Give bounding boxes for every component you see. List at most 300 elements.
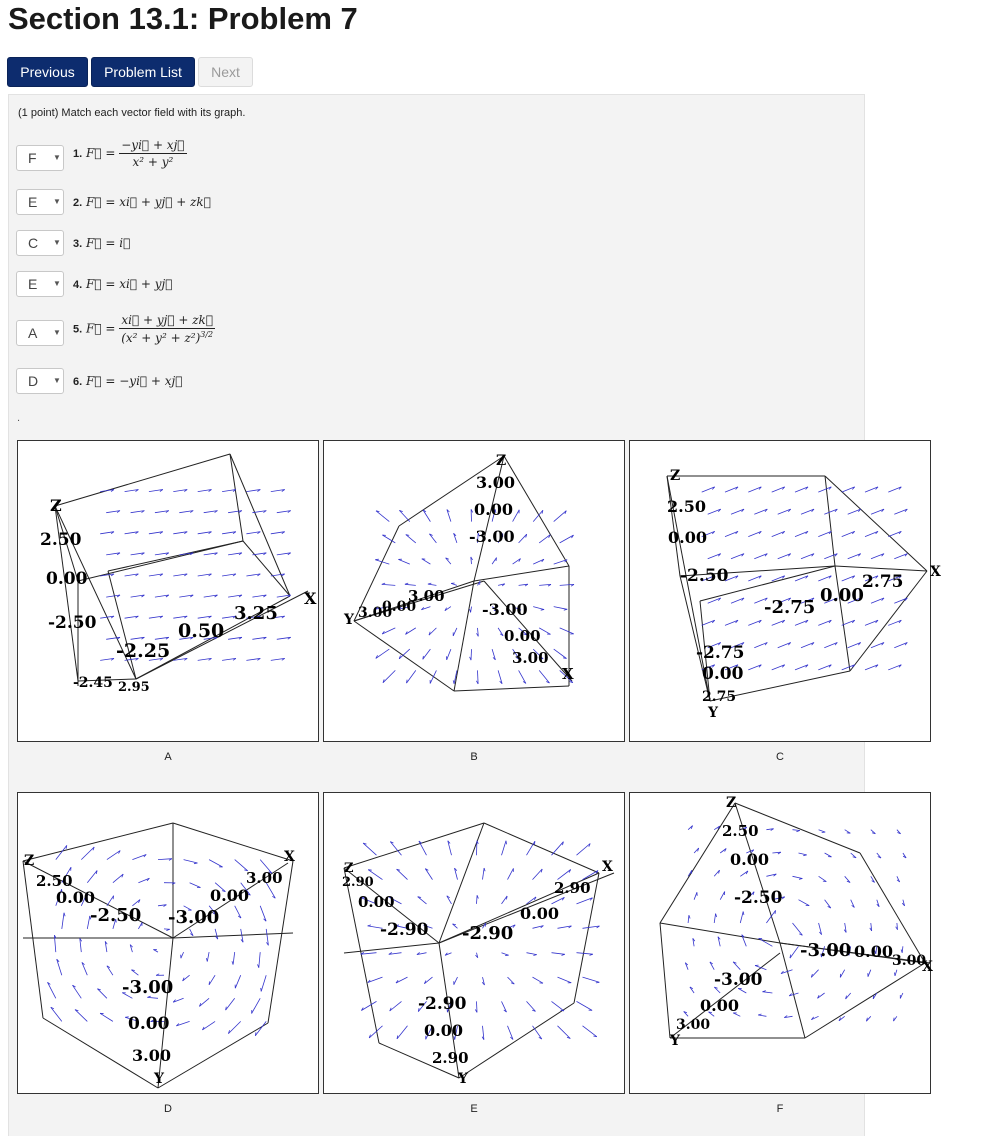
field-arrow: [688, 915, 689, 923]
field-arrow-head: [428, 583, 431, 584]
field-arrow: [790, 946, 799, 958]
field-arrow: [382, 584, 396, 585]
field-arrow: [577, 844, 591, 856]
graph-d: [17, 792, 319, 1094]
field-arrow: [508, 868, 514, 879]
axis-label: 2.50: [722, 822, 759, 840]
axis-label: Y: [154, 1071, 164, 1087]
graph-caption-c: C: [776, 751, 784, 763]
field-arrow: [430, 670, 436, 683]
axis-label: -2.75: [764, 597, 816, 618]
field-arrow-head: [64, 913, 65, 916]
field-arrow: [48, 982, 56, 998]
field-arrow: [577, 953, 593, 955]
field-arrow: [199, 998, 209, 1006]
axis-label: 0.00: [56, 888, 95, 907]
axis-label: 0.00: [668, 528, 707, 547]
page-title: Section 13.1: Problem 7: [8, 1, 358, 36]
field-arrow: [799, 900, 810, 906]
field-arrow: [552, 842, 564, 856]
field-arrow-head: [541, 610, 544, 611]
field-arrow: [763, 992, 773, 993]
field-arrow-head: [368, 925, 371, 926]
field-arrow: [895, 970, 897, 976]
box-edge: [354, 621, 454, 691]
axis-label: -2.90: [462, 923, 514, 944]
axis-label: Y: [344, 612, 354, 628]
field-arrow: [819, 876, 827, 881]
chevron-down-icon: ▼: [53, 238, 61, 247]
axis-label: -3.00: [482, 600, 528, 619]
field-arrow: [255, 1021, 266, 1035]
graph-b-canvas: [324, 441, 624, 741]
axis-label: 2.50: [667, 497, 706, 516]
field-arrow: [478, 670, 479, 684]
box-edge: [173, 823, 293, 861]
field-arrow-head: [405, 583, 408, 584]
field-arrow: [407, 670, 416, 683]
axis-label: Z: [50, 496, 62, 515]
field-arrow: [471, 649, 472, 660]
axis-label: -2.90: [380, 920, 429, 940]
field-arrow: [533, 607, 544, 610]
field-arrow-head: [533, 955, 536, 956]
field-arrow: [554, 649, 567, 658]
field-arrow: [694, 892, 697, 899]
field-arrow: [113, 874, 123, 883]
axis-label: 0.00: [520, 904, 559, 923]
field-arrow: [97, 989, 107, 999]
axis-label: Z: [24, 853, 35, 869]
box-edge: [805, 963, 925, 1038]
answer-select-value: E: [28, 194, 38, 210]
axis-label: 2.90: [432, 1049, 469, 1067]
field-arrow: [519, 534, 527, 543]
axis-label: 0.00: [424, 1021, 463, 1040]
field-arrow-head: [261, 988, 262, 992]
axis-label: 3.00: [676, 1017, 711, 1033]
axis-label: 2.50: [40, 530, 82, 550]
field-arrow: [202, 1021, 215, 1030]
axis-label: X: [922, 959, 933, 975]
field-arrow: [539, 670, 549, 683]
field-arrow: [447, 649, 451, 660]
field-arrow-head: [796, 831, 799, 832]
graph-a: [17, 440, 319, 742]
graph-caption-a: A: [164, 751, 172, 763]
field-arrow: [560, 628, 574, 634]
axis-label: 3.00: [892, 953, 927, 969]
field-arrow: [209, 975, 215, 985]
box-edge: [158, 1023, 268, 1088]
field-arrow-head: [689, 915, 690, 918]
vector-field-2: 2. F⃗ = xi⃗ + yj⃗ + zk⃗: [73, 195, 211, 209]
field-arrow: [100, 1013, 113, 1021]
box-edge: [660, 803, 735, 923]
field-arrow: [62, 913, 64, 929]
vector-field-1: 1. F⃗ = $\frac{-yi⃗ + xj⃗}{\text{x² + y²}}$: [73, 138, 185, 169]
field-arrow: [502, 841, 507, 855]
field-arrow-head: [506, 841, 507, 845]
axis-label: Z: [344, 861, 354, 876]
box-edge: [454, 686, 569, 691]
field-arrow: [361, 1001, 376, 1010]
axis-label: Y: [708, 705, 718, 721]
field-arrow: [376, 511, 389, 522]
field-arrow: [209, 860, 223, 867]
field-arrow: [554, 607, 568, 610]
field-arrow-head: [590, 954, 593, 955]
axis-label: -3.00: [469, 527, 515, 546]
field-arrow: [252, 998, 261, 1013]
axis-label: 2.90: [342, 875, 374, 890]
field-arrow: [477, 895, 478, 904]
axis-label: 0.00: [504, 627, 541, 645]
answer-select-value: F: [28, 150, 37, 166]
axis-label: 0.00: [382, 599, 417, 615]
field-arrow: [390, 842, 401, 856]
axis-label: 0.00: [46, 569, 88, 589]
field-arrow-head: [823, 881, 826, 882]
field-arrow: [502, 953, 509, 956]
box-edge: [454, 581, 474, 691]
field-arrow: [533, 1026, 542, 1039]
axis-label: 2.50: [36, 872, 73, 890]
field-arrow-head: [596, 982, 599, 983]
field-arrow-head: [194, 863, 198, 864]
field-arrow: [539, 535, 550, 543]
box-edge: [158, 938, 173, 1088]
axis-label: -2.50: [680, 566, 729, 586]
field-arrow: [429, 534, 436, 543]
field-arrow: [398, 559, 409, 564]
box-edge: [835, 566, 927, 571]
field-arrow: [418, 897, 427, 904]
field-arrow: [819, 830, 826, 832]
answer-select-4[interactable]: [16, 271, 64, 297]
axis-label: X: [602, 859, 613, 875]
field-arrow: [107, 851, 120, 860]
field-arrow: [519, 670, 526, 683]
axis-label: -3.00: [168, 907, 220, 928]
field-arrow: [868, 970, 871, 977]
field-arrow-head: [803, 855, 806, 856]
field-arrow: [793, 830, 800, 831]
axis-label: 2.75: [862, 572, 904, 592]
axis-label: X: [284, 849, 295, 865]
field-arrow: [552, 953, 565, 955]
box-edge: [108, 541, 243, 571]
axis-label: 3.00: [358, 605, 393, 621]
axis-label: 2.95: [118, 680, 150, 695]
field-arrow: [235, 975, 240, 988]
field-arrow: [552, 897, 565, 904]
graph-c-canvas: [630, 441, 941, 741]
axis-label: 3.00: [408, 587, 445, 605]
graph-d-canvas: [18, 793, 318, 1093]
field-arrow-head: [799, 879, 802, 880]
axis-label: -2.50: [734, 888, 783, 908]
box-edge: [660, 923, 670, 1038]
field-arrow-head: [716, 914, 717, 917]
problem-list-button[interactable]: Problem List: [91, 57, 195, 87]
chevron-down-icon: ▼: [53, 153, 61, 162]
answer-select-6[interactable]: [16, 368, 64, 394]
item-number: 3.: [73, 238, 83, 250]
graph-caption-f: F: [776, 1103, 784, 1115]
field-arrow-head: [232, 961, 233, 964]
field-arrow: [793, 876, 803, 878]
field-arrow: [425, 869, 432, 880]
axis-label: -2.90: [418, 994, 467, 1014]
field-arrow: [87, 871, 97, 883]
field-arrow: [714, 914, 715, 923]
field-arrow: [539, 628, 550, 634]
answer-select-value: E: [28, 276, 38, 292]
problem-prompt: (1 point) Match each vector field with its graph.: [18, 107, 246, 119]
axis-label: -2.75: [696, 643, 745, 663]
field-arrow: [759, 938, 773, 946]
box-edge: [55, 454, 230, 506]
field-arrow: [207, 952, 209, 961]
vector-field-6: 6. F⃗ = −yi⃗ + xj⃗: [73, 374, 183, 388]
previous-button[interactable]: Previous: [7, 57, 88, 87]
chevron-down-icon: ▼: [53, 376, 61, 385]
field-arrow: [720, 892, 725, 900]
box-edge: [344, 823, 484, 868]
next-button: Next: [198, 57, 253, 87]
field-arrow: [583, 1026, 597, 1037]
axis-label: X: [930, 564, 941, 580]
axis-label: 0.00: [730, 850, 769, 869]
field-arrow: [368, 977, 383, 982]
answer-select-2[interactable]: [16, 189, 64, 215]
box-edge: [230, 454, 243, 541]
field-arrow: [423, 510, 430, 522]
field-arrow: [397, 869, 408, 879]
graph-f-canvas: [630, 793, 933, 1093]
field-arrow: [577, 1001, 593, 1010]
graph-f: [629, 792, 931, 1094]
axis-label: 0.00: [702, 664, 744, 684]
axis-label: 3.00: [246, 869, 283, 887]
field-arrow: [399, 510, 409, 521]
field-arrow: [428, 584, 437, 585]
field-arrow: [131, 970, 138, 975]
answer-select-value: A: [28, 325, 38, 341]
chevron-down-icon: ▼: [53, 279, 61, 288]
field-arrow: [577, 898, 593, 904]
item-number: 1.: [73, 148, 83, 160]
item-number: 6.: [73, 376, 83, 388]
field-arrow: [422, 559, 431, 564]
axis-label: -3.00: [122, 977, 174, 998]
axis-label: Y: [458, 1071, 468, 1087]
field-arrow: [502, 896, 508, 904]
field-arrow: [811, 970, 818, 978]
field-arrow: [235, 906, 241, 918]
axis-label: Y: [670, 1033, 680, 1049]
field-arrow: [190, 883, 201, 888]
field-arrow: [733, 962, 740, 970]
field-arrow: [261, 975, 266, 991]
field-arrow: [233, 952, 235, 965]
field-arrow: [508, 977, 515, 984]
graph-b: [323, 440, 625, 742]
field-arrow: [376, 649, 390, 658]
field-arrow-head: [453, 680, 454, 683]
axis-label: Z: [726, 795, 737, 811]
graph-caption-d: D: [164, 1103, 172, 1115]
chevron-down-icon: ▼: [53, 328, 61, 337]
box-edge: [23, 823, 173, 861]
field-arrow: [382, 628, 395, 634]
box-edge: [474, 566, 569, 581]
graph-a-canvas: [18, 441, 318, 741]
box-edge: [835, 566, 850, 671]
answer-select-value: D: [28, 373, 39, 389]
field-arrow: [740, 912, 743, 924]
axis-label: X: [562, 665, 574, 683]
field-arrow-head: [758, 1014, 761, 1015]
field-arrow: [453, 628, 457, 636]
field-arrow: [527, 1001, 536, 1011]
item-number: 4.: [73, 279, 83, 291]
axis-label: -2.50: [48, 613, 97, 633]
vector-field-3: 3. F⃗ = i⃗: [73, 236, 131, 250]
field-arrow-head: [368, 870, 372, 871]
field-arrow: [483, 868, 485, 880]
field-arrow: [406, 628, 416, 635]
axis-label: Z: [496, 453, 507, 469]
field-arrow: [406, 535, 416, 543]
box-edge: [667, 476, 680, 576]
field-arrow-head: [564, 609, 567, 610]
item-number: 2.: [73, 197, 83, 209]
field-arrow: [902, 946, 903, 953]
field-arrow: [799, 853, 807, 855]
field-arrow: [81, 847, 94, 860]
field-arrow-head: [496, 558, 497, 561]
field-arrow: [558, 1026, 571, 1039]
field-arrow: [226, 998, 235, 1010]
field-arrow: [259, 952, 260, 968]
axis-label: 3.25: [234, 603, 278, 624]
field-arrow: [454, 977, 458, 985]
field-arrow: [513, 510, 520, 522]
answer-select-1[interactable]: [16, 145, 64, 171]
field-arrow: [363, 843, 376, 855]
field-arrow-head: [562, 954, 565, 955]
box-edge: [243, 541, 290, 596]
field-arrow: [583, 977, 600, 982]
field-arrow: [73, 985, 82, 998]
field-arrow: [423, 649, 431, 659]
axis-label: -3.00: [714, 970, 763, 990]
field-arrow: [533, 869, 543, 880]
field-arrow: [560, 535, 574, 543]
field-arrow: [181, 952, 184, 958]
axis-label: Z: [670, 468, 681, 484]
axis-label: 2.75: [702, 689, 737, 705]
axis-label: 0.00: [820, 585, 864, 606]
axis-label: 0.00: [210, 886, 249, 905]
field-arrow: [552, 1001, 565, 1011]
field-arrow: [184, 860, 198, 863]
axis-label: 0.00: [854, 942, 893, 961]
field-arrow: [477, 1001, 478, 1012]
axis-label: 0.00: [474, 500, 513, 519]
field-arrow: [228, 1021, 240, 1033]
axis-label: -2.45: [73, 675, 113, 691]
field-arrow-head: [206, 958, 207, 961]
field-arrow: [554, 511, 567, 522]
vector-field-4: 4. F⃗ = xi⃗ + yj⃗: [73, 277, 173, 291]
field-arrow: [260, 906, 266, 921]
axis-label: 2.90: [554, 879, 591, 897]
field-arrow: [558, 977, 572, 983]
field-arrow: [397, 1026, 408, 1039]
field-arrow: [383, 670, 395, 682]
axis-label: 0.00: [358, 893, 395, 911]
axis-label: -2.25: [116, 640, 171, 662]
graph-e-canvas: [324, 793, 624, 1093]
axis-label: 3.00: [476, 473, 515, 492]
answer-select-3[interactable]: [16, 230, 64, 256]
axis-label: -3.00: [800, 940, 852, 961]
axis-label: 0.00: [128, 1014, 170, 1034]
field-arrow: [840, 970, 844, 978]
axis-label: 0.00: [700, 996, 739, 1015]
field-arrow: [527, 953, 537, 955]
box-edge: [344, 943, 439, 953]
graph-e: [323, 792, 625, 1094]
field-arrow: [405, 584, 416, 585]
field-arrow-head: [375, 559, 379, 560]
axis-label: 0.50: [178, 620, 225, 642]
field-arrow: [75, 1010, 87, 1022]
vector-field-5: 5. F⃗ = $\frac{xi⃗ + yj⃗ + zk⃗}{(x^2 + y^2 + z^2)^{3/2}}$: [73, 313, 214, 345]
field-arrow: [793, 923, 803, 935]
field-arrow: [758, 1015, 766, 1016]
field-arrow-head: [113, 896, 114, 900]
answer-select-5[interactable]: [16, 320, 64, 346]
graph-caption-e: E: [470, 1103, 478, 1115]
box-edge: [484, 823, 599, 873]
field-arrow: [390, 1001, 402, 1011]
field-arrow-head: [763, 991, 766, 992]
field-arrow-head: [895, 973, 896, 976]
field-arrow: [766, 910, 775, 923]
item-number: 5.: [73, 323, 83, 336]
field-arrow-head: [743, 912, 744, 915]
chevron-down-icon: ▼: [53, 197, 61, 206]
graph-c: [629, 440, 941, 742]
axis-label: -2.50: [90, 905, 142, 926]
axis-label: 3.00: [512, 649, 549, 667]
box-edge: [825, 476, 835, 566]
field-arrow: [533, 977, 544, 983]
field-arrow: [51, 1007, 62, 1021]
answer-select-value: C: [28, 235, 39, 251]
field-arrow-head: [470, 609, 471, 612]
box-edge: [459, 1003, 574, 1078]
box-edge: [108, 571, 136, 679]
axis-label: X: [304, 589, 317, 608]
axis-label: 3.00: [132, 1046, 171, 1065]
separator-dot: .: [17, 412, 21, 424]
field-arrow: [429, 628, 436, 635]
